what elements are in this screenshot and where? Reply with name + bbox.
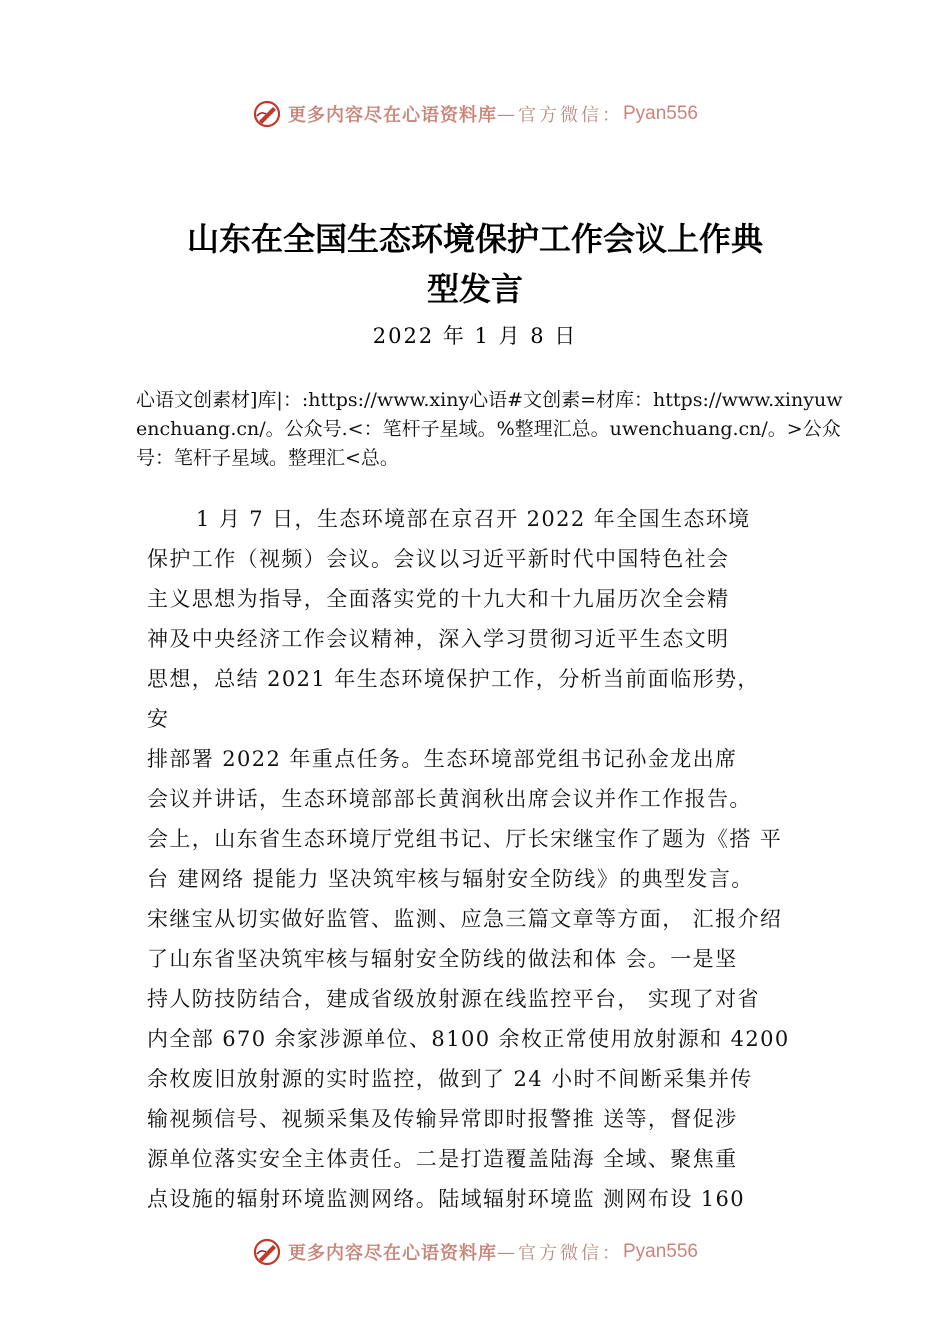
body-line: 思想，总结 2021 年生态环境保护工作，分析当前面临形势， (147, 667, 760, 691)
banner-wechat-id: Pyan556 (622, 1241, 698, 1262)
body-line: 神及中央经济工作会议精神，深入学习贯彻习近平生态文明 (147, 627, 730, 651)
body-line: 台 建网络 提能力 坚决筑牢核与辐射安全防线》的典型发言。 (147, 867, 754, 891)
document-title (0, 214, 950, 314)
title-line-1: 山东在全国生态环境保护工作会议上作典 (186, 220, 763, 258)
source-note: 心语文创素材]库|：:https://www.xiny心语#文创素=材库：https://www.xinyuwenchuang.cn/。公众号.<：笔杆子星域。%整理汇总。uwenchuang.cn/。>公众号：笔杆子星域。整理汇<总。 (136, 389, 843, 469)
header-banner (0, 94, 950, 134)
body-line: 主义思想为指导，全面落实党的十九大和十九届历次全会精 (147, 587, 730, 611)
body-line: 了山东省坚决筑牢核与辐射安全防线的做法和体 会。一是坚 (147, 947, 738, 971)
banner-wechat-label: 官方微信： (517, 1243, 623, 1264)
body-line: 安 (147, 707, 170, 731)
pen-scroll-logo-icon (252, 1237, 282, 1267)
banner-wechat-label: 官方微信： (517, 105, 623, 126)
body-line: 会议并讲话，生态环境部部长黄润秋出席会议并作工作报告。 (147, 787, 752, 811)
banner-brand-text: 更多内容尽在心语资料库 (287, 105, 497, 126)
body-line: 输视频信号、视频采集及传输异常即时报警推 送等，督促涉 (147, 1107, 738, 1131)
banner-wechat-id: Pyan556 (622, 103, 698, 124)
body-line: 1 月 7 日，生态环境部在京召开 2022 年全国生态环境 (196, 507, 751, 531)
body-line: 宋继宝从切实做好监管、监测、应急三篇文章等方面， 汇报介绍 (147, 907, 783, 931)
document-date: 2022 年 1 月 8 日 (372, 324, 578, 348)
body-line: 余枚废旧放射源的实时监控，做到了 24 小时不间断采集并传 (147, 1067, 753, 1091)
banner-brand-text: 更多内容尽在心语资料库 (287, 1243, 497, 1264)
body-line: 排部署 2022 年重点任务。生态环境部党组书记孙金龙出席 (147, 747, 738, 771)
body-line: 源单位落实安全主体责任。二是打造覆盖陆海 全域、聚焦重 (147, 1147, 738, 1171)
body-line: 点设施的辐射环境监测网络。陆域辐射环境监 测网布设 160 (147, 1187, 746, 1211)
banner-dash: — (496, 103, 518, 125)
pen-scroll-logo-icon (252, 99, 282, 129)
footer-banner (0, 1232, 950, 1272)
body-line: 持人防技防结合，建成省级放射源在线监控平台， 实现了对省 (147, 987, 760, 1011)
body-line: 保护工作（视频）会议。会议以习近平新时代中国特色社会 (147, 547, 730, 571)
banner-dash: — (496, 1241, 518, 1263)
body-line: 会上，山东省生态环境厅党组书记、厅长宋继宝作了题为《搭 平 (147, 827, 783, 851)
body-line: 内全部 670 余家涉源单位、8100 余枚正常使用放射源和 4200 (147, 1027, 790, 1051)
title-line-2: 型发言 (426, 270, 523, 308)
